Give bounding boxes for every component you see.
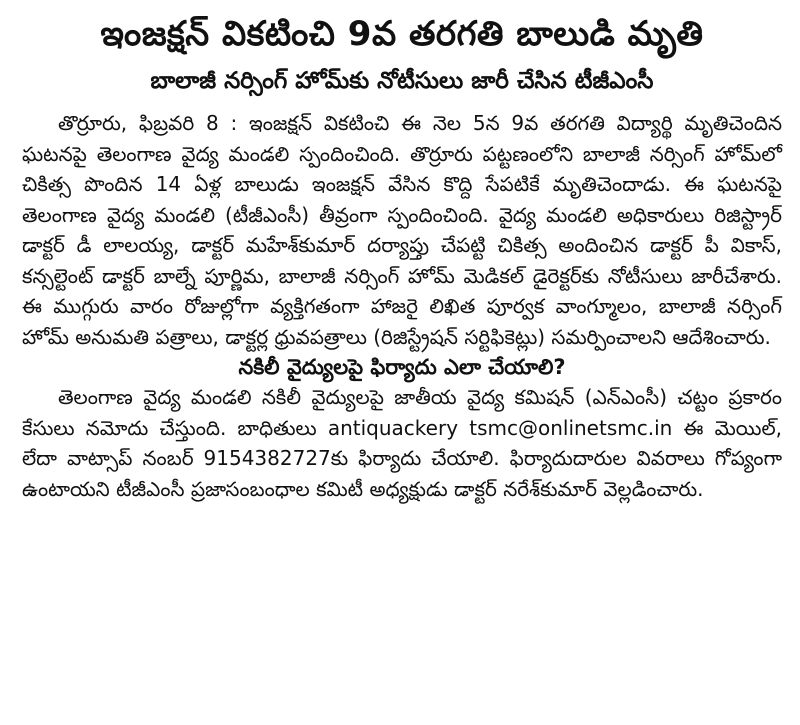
article-paragraph-2: తెలంగాణ వైద్య మండలి నకిలీ వైద్యులపై జాతీయ వైద్య కమిషన్ (ఎన్‌ఎంసీ) చట్టం ప్రకారం కేసులు నమోదు చేస్తుంది. బాధితులు antiquackery tsmc@onlinetsmc.in ఈ మెయిల్, లేదా వాట్సాప్ నంబర్ 9154382727కు ఫిర్యాదు చేయాలి. ఫిర్యాదుదారుల వివరాలు గోప్యంగా ఉంటాయని టీజీఎంసీ ప్రజాసంబంధాల కమిటీ అధ్యక్షుడు డాక్టర్ నరేశ్‌కుమార్ వెల్లడించారు. bbox=[22, 385, 782, 501]
news-article bbox=[22, 10, 782, 720]
article-subheading: నకిలీ వైద్యులపై ఫిర్యాదు ఎలా చేయాలి? bbox=[238, 355, 566, 379]
article-subheadline: బాలాజీ నర్సింగ్ హోమ్‌కు నోటీసులు జారీ చేసిన టీజీఎంసీ bbox=[150, 68, 654, 94]
article-paragraph-1: తొర్రూరు, ఫిబ్రవరి 8 : ఇంజక్షన్ వికటించి ఈ నెల 5న 9వ తరగతి విద్యార్థి మృతిచెందిన ఘటనపై తెలంగాణ వైద్య మండలి స్పందించింది. తొర్రూరు పట్టణంలోని బాలాజీ నర్సింగ్ హోమ్‌లో చికిత్స పొందిన 14 ఏళ్ల బాలుడు ఇంజక్షన్ వేసిన కొద్ది సేపటికే మృతిచెందాడు. ఈ ఘటనపై తెలంగాణ వైద్య మండలి (టీజీఎంసీ) తీవ్రంగా స్పందించింది. వైద్య మండలి అధికారులు రిజిస్ట్రార్ డాక్టర్ డీ లాలయ్య, డాక్టర్ మహేశ్‌కుమార్ దర్యాప్తు చేపట్టి చికిత్స అందించిన డాక్టర్ పీ వికాస్, కన్సల్టెంట్ డాక్టర్ బాల్నే పూర్ణిమ, బాలాజీ నర్సింగ్ హోమ్ మెడికల్ డైరెక్టర్‌కు నోటీసులు జారీచేశారు. ఈ ముగ్గురు వారం రోజుల్లోగా వ్యక్తిగతంగా హాజరై లిఖిత పూర్వక వాంగ్మూలం, బాలాజీ నర్సింగ్ హోమ్ అనుమతి పత్రాలు, డాక్టర్ల ధ్రువపత్రాలు (రిజిస్ట్రేషన్ సర్టిఫికెట్లు) సమర్పించాలని ఆదేశించారు. bbox=[22, 111, 782, 349]
article-headline: ఇంజక్షన్ వికటించి 9వ తరగతి బాలుడి మృతి bbox=[100, 14, 704, 54]
